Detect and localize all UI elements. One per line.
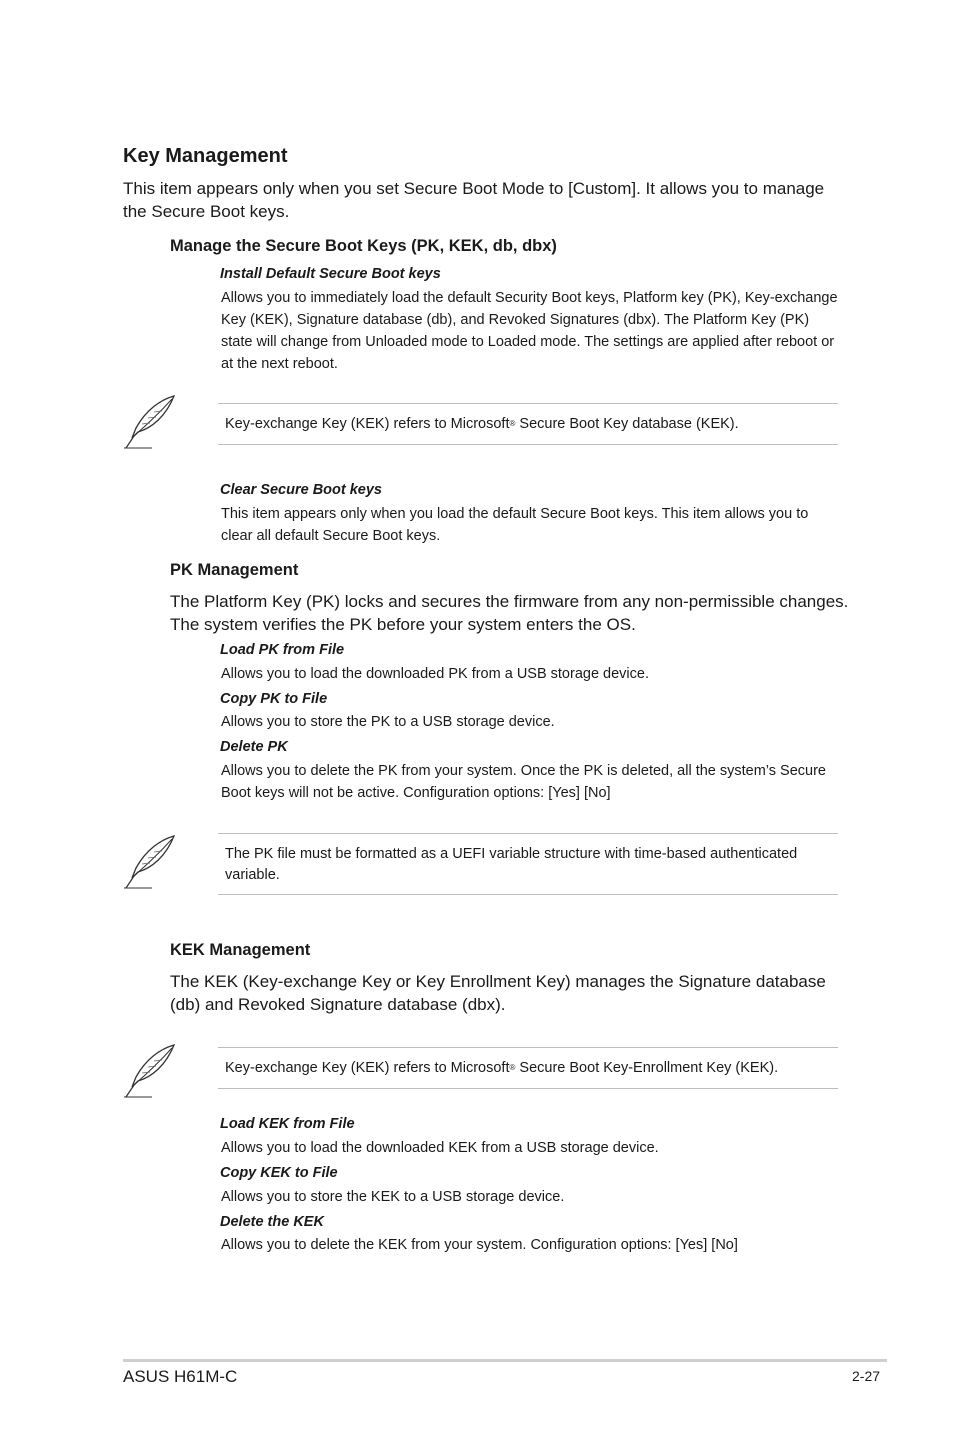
note-text-part: Key-exchange Key (KEK) refers to Microsoft — [225, 416, 510, 432]
registered-mark: ® — [509, 1063, 516, 1072]
delete-kek-desc: Allows you to delete the KEK from your system. Configuration options: [Yes] [No] — [221, 1237, 738, 1253]
delete-kek-title: Delete the KEK — [220, 1214, 324, 1230]
note-text-part: Secure Boot Key-Enrollment Key (KEK). — [515, 1060, 779, 1076]
section-heading: Key Management — [123, 145, 288, 167]
pk-management-desc: The Platform Key (PK) locks and secures the firmware from any non-permissible changes. The system verifies the PK before your system enters the OS. — [170, 592, 849, 634]
load-kek-title: Load KEK from File — [220, 1116, 355, 1132]
note-text: The PK file must be formatted as a UEFI variable structure with time-based authenticated variable. — [225, 846, 798, 883]
install-default-keys-desc: Allows you to immediately load the default Security Boot keys, Platform key (PK), Key-exchange Key (KEK), Signature database (db), and Revoked Signatures (dbx). The Platform Key (PK) state will change from Unloaded mode to Loaded mode. The settings are applied after reboot or at the next reboot. — [221, 290, 838, 372]
note-text-part: Secure Boot Key database (KEK). — [515, 416, 739, 432]
note-box — [218, 403, 838, 445]
kek-management-desc: The KEK (Key-exchange Key or Key Enrollment Key) manages the Signature database (db) and Revoked Signature database (dbx). — [170, 972, 826, 1014]
pk-management-heading: PK Management — [170, 561, 299, 579]
note-box — [218, 1047, 838, 1089]
footer-page-number: 2-27 — [852, 1368, 881, 1384]
clear-keys-desc: This item appears only when you load the default Secure Boot keys. This item allows you to clear all default Secure Boot keys. — [221, 506, 809, 544]
manage-keys-heading: Manage the Secure Boot Keys (PK, KEK, db, dbx) — [170, 237, 557, 255]
copy-pk-desc: Allows you to store the PK to a USB storage device. — [221, 714, 555, 730]
feather-note-icon — [122, 834, 180, 890]
clear-keys-title: Clear Secure Boot keys — [220, 482, 382, 498]
load-pk-desc: Allows you to load the downloaded PK from a USB storage device. — [221, 666, 649, 682]
copy-pk-title: Copy PK to File — [220, 691, 328, 707]
install-default-keys-title: Install Default Secure Boot keys — [220, 266, 441, 282]
kek-management-heading: KEK Management — [170, 941, 311, 959]
load-pk-title: Load PK from File — [220, 642, 345, 658]
footer-divider — [123, 1359, 887, 1362]
delete-pk-desc: Allows you to delete the PK from your system. Once the PK is deleted, all the system’s Secure Boot keys will not be active. Configuration options: [Yes] [No] — [221, 763, 826, 801]
copy-kek-title: Copy KEK to File — [220, 1165, 338, 1181]
delete-pk-title: Delete PK — [220, 739, 288, 755]
registered-mark: ® — [509, 419, 516, 428]
load-kek-desc: Allows you to load the downloaded KEK from a USB storage device. — [221, 1140, 659, 1156]
note-text — [218, 404, 838, 435]
feather-note-icon — [122, 394, 180, 450]
feather-note-icon — [122, 1043, 180, 1099]
footer-product-name: ASUS H61M-C — [123, 1367, 238, 1386]
intro-paragraph: This item appears only when you set Secure Boot Mode to [Custom]. It allows you to manage the Secure Boot keys. — [123, 179, 825, 221]
copy-kek-desc: Allows you to store the KEK to a USB storage device. — [221, 1189, 565, 1205]
note-box — [218, 833, 838, 895]
note-text — [218, 1048, 838, 1079]
note-text-part: Key-exchange Key (KEK) refers to Microsoft — [225, 1060, 510, 1076]
